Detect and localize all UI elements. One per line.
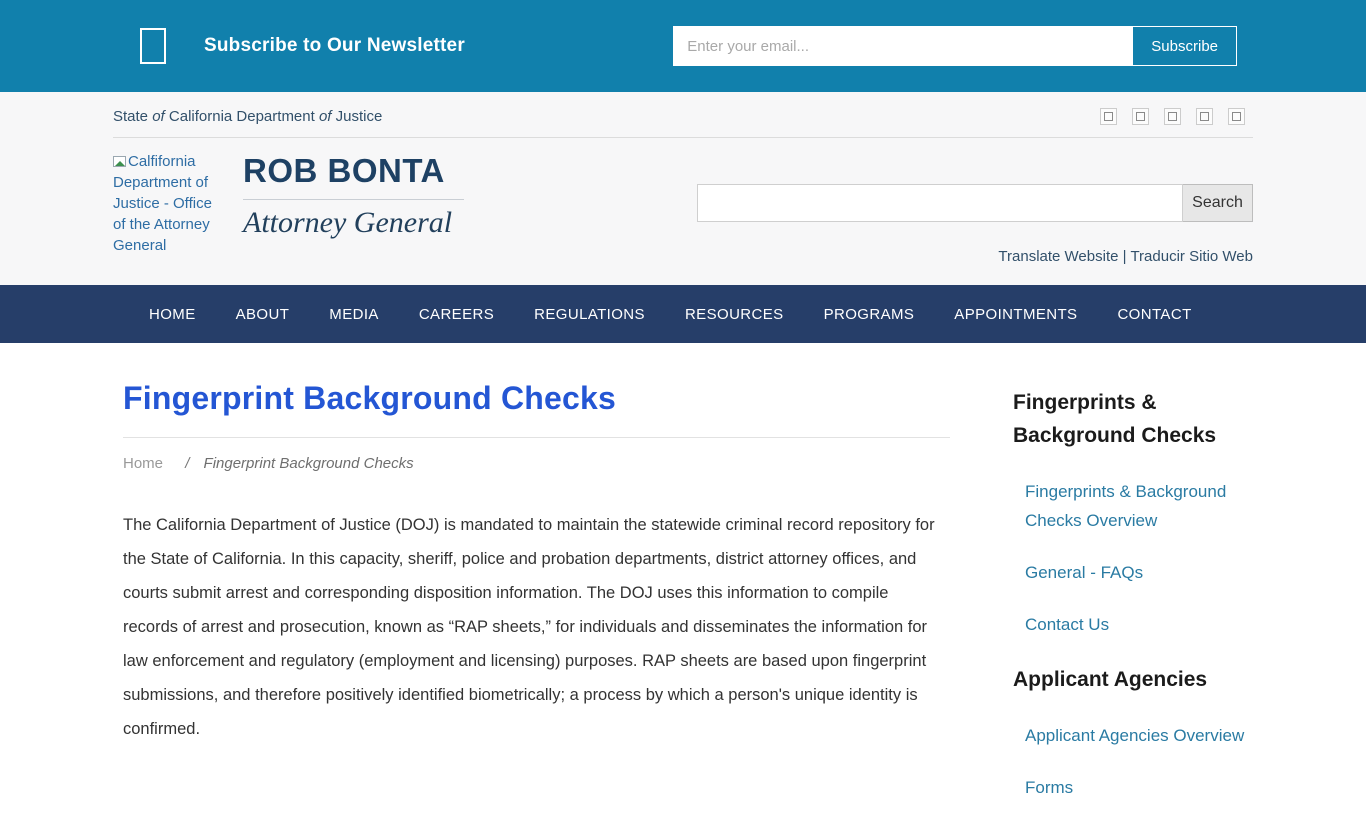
nav-item-media[interactable]: MEDIA: [329, 305, 379, 323]
newsletter-envelope-icon: [140, 28, 166, 64]
social-icons: [1100, 108, 1253, 125]
name-divider: [243, 199, 464, 200]
site-header: [0, 92, 1366, 285]
sidebar-section-fingerprints: [1013, 386, 1253, 639]
breadcrumb-home-link[interactable]: Home: [123, 455, 164, 472]
sidebar-section-applicant-agencies: [1013, 663, 1253, 802]
subscribe-button[interactable]: Subscribe: [1132, 26, 1237, 66]
traducir-sitio-link[interactable]: Traducir Sitio Web: [1130, 248, 1253, 265]
sidebar-link-applicant-agencies-overview[interactable]: Applicant Agencies Overview: [1025, 726, 1245, 745]
title-divider: [123, 437, 950, 438]
broken-image-icon: [113, 156, 126, 167]
search-button[interactable]: Search: [1183, 184, 1253, 222]
breadcrumb-separator: /: [185, 455, 190, 472]
sidebar-link-fingerprints-overview[interactable]: Fingerprints & Background Checks Overview: [1025, 482, 1227, 530]
newsletter-heading: Subscribe to Our Newsletter: [204, 35, 465, 56]
doj-logo-broken-image[interactable]: [113, 151, 217, 265]
translate-separator: |: [1122, 248, 1127, 265]
newsletter-bar: [0, 0, 1366, 92]
social-icon-2[interactable]: [1132, 108, 1149, 125]
attorney-general-title: Attorney General: [243, 206, 453, 239]
nav-item-contact[interactable]: CONTACT: [1117, 305, 1192, 323]
translate-links: [697, 248, 1253, 265]
social-icon-3[interactable]: [1164, 108, 1181, 125]
breadcrumb-current: Fingerprint Background Checks: [203, 455, 414, 472]
site-search-input[interactable]: [697, 184, 1183, 222]
intro-paragraph: The California Department of Justice (DOJ) is mandated to maintain the statewide criminal record repository for the State of California. In this capacity, sheriff, police and probation departments, district attorney offices, and courts submit arrest and corresponding disposition information. The DOJ uses this information to compile records of arrest and prosecution, known as “RAP sheets,” for individuals and disseminates the information for law enforcement and regulatory (employment and licensing) purposes. RAP sheets are based upon fingerprint submissions, and therefore positively identified biometrically; a process by which a person's unique identity is confirmed.: [123, 516, 935, 738]
social-icon-5[interactable]: [1228, 108, 1245, 125]
attorney-general-name: ROB BONTA: [243, 152, 445, 189]
sidebar-link-forms[interactable]: Forms: [1025, 778, 1074, 797]
nav-item-home[interactable]: HOME: [149, 305, 196, 323]
main-content: [0, 343, 1366, 825]
translate-website-link[interactable]: Translate Website: [998, 248, 1119, 265]
nav-item-programs[interactable]: PROGRAMS: [823, 305, 915, 323]
nav-item-regulations[interactable]: REGULATIONS: [534, 305, 645, 323]
right-sidebar: [1013, 380, 1253, 825]
nav-item-resources[interactable]: RESOURCES: [684, 305, 784, 323]
nav-item-appointments[interactable]: APPOINTMENTS: [954, 305, 1078, 323]
sidebar-heading-fingerprints: Fingerprints & Background Checks: [1013, 391, 1217, 447]
nav-item-about[interactable]: ABOUT: [235, 305, 290, 323]
social-icon-1[interactable]: [1100, 108, 1117, 125]
page-title: Fingerprint Background Checks: [123, 380, 616, 416]
newsletter-email-input[interactable]: [673, 26, 1132, 66]
logo-alt-text: Calfifornia Department of Justice - Office of the Attorney General: [113, 153, 212, 254]
main-navigation: [0, 285, 1366, 343]
social-icon-4[interactable]: [1196, 108, 1213, 125]
sidebar-heading-applicant-agencies: Applicant Agencies: [1013, 668, 1208, 691]
state-doj-tagline: State of California Department of Justice: [113, 108, 383, 125]
nav-item-careers[interactable]: CAREERS: [418, 305, 495, 323]
breadcrumb: [123, 455, 947, 472]
sidebar-link-general-faqs[interactable]: General - FAQs: [1025, 563, 1144, 582]
sidebar-link-contact-us[interactable]: Contact Us: [1025, 615, 1110, 634]
